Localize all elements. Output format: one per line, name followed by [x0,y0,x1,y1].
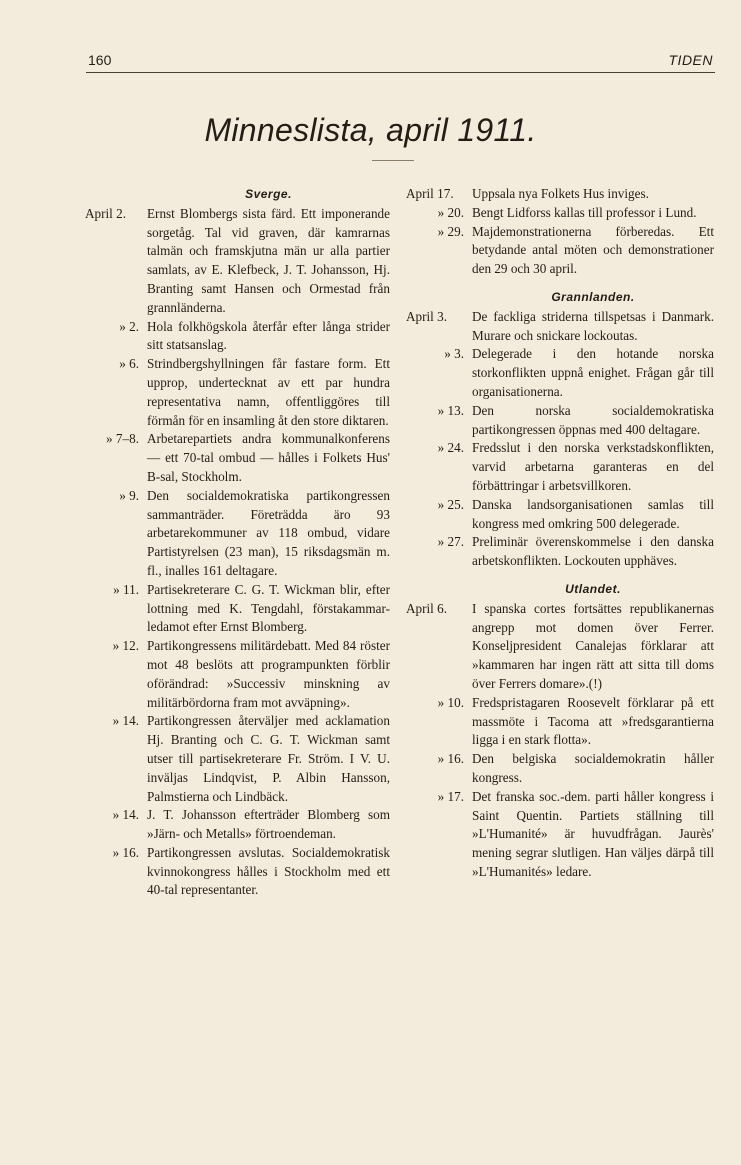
section-heading: Sverge. [245,187,292,201]
entry-date: » 25. [437,496,464,512]
entry-text: Partikongressen återväljer med acklamation Hj. Branting och C. G. T. Wickman samt utser till partisekreterare Fr. Ström. I V. U. inväljas Lindqvist, P. Albin Hansson, Palmstierna och Lindbäck. [147,713,390,804]
entry-text: Fredsslut i den norska verkstadskonflikten, varvid arbetarna garanteras en del förbättringar i arbetsvillkoren. [472,440,714,493]
entry-date: » 14. [112,807,139,823]
entry [406,402,714,440]
entry-date: » 12. [112,638,139,654]
entry [406,788,714,882]
entry [406,345,714,401]
entry-date: » 7–8. [106,431,139,447]
entry [406,223,714,279]
entry [85,637,390,712]
entry-text: Preliminär överenskommelse i den danska arbetskonflikten. Lockouten upphäves. [472,534,714,569]
entry-text: Den norska socialdemokratiska partikongressen öppnas med 400 deltagare. [472,402,714,437]
entry-date: » 3. [444,346,464,362]
entry [406,496,714,534]
entry-text: Arbetarepartiets andra kommunalkonferens — ett 70-tal ombud — hålles i Folkets Hus' B-sal, Stockholm. [147,431,390,484]
entry [85,487,390,581]
entry-date: » 9. [119,487,139,503]
entry-text: Hola folkhögskola återfår efter långa strider sitt statsanslag. [147,318,390,353]
page-title: Minneslista, april 1911. [204,112,537,148]
entry-date: » 6. [119,356,139,372]
entry-date: » 13. [437,402,464,418]
entry-date: April 2. [85,205,127,221]
entry-date: April 17. [406,186,454,201]
entry [406,439,714,495]
entry-date: » 27. [437,534,464,550]
entry [406,600,714,694]
entry-date: April 6. [406,600,448,616]
left-column [85,185,390,900]
entry [406,750,714,788]
entry [85,844,390,900]
entry [85,318,390,356]
section-heading: Grannlanden. [551,289,635,304]
entry [85,205,390,318]
entry [406,694,714,750]
entry [406,204,714,223]
entry-text: I spanska cortes fortsättes republikanernas angrepp mot domen över Ferrer. Konseljpresident Canalejas förklarar att »kammaren har ingen rätt att sitta till doms över Ferrers domare».(!) [472,600,714,691]
entry-date: » 10. [437,694,464,710]
entry-date: » 17. [437,788,464,804]
header-rule [86,72,715,73]
entry-date: » 20. [437,204,464,220]
entry-text: Den belgiska socialdemokratin håller kongress. [472,751,714,785]
entry-text: Delegerade i den hotande norska storkonflikten uppnå enighet. Frågan går till organisationerna. [472,346,714,399]
entry [406,533,714,571]
entry-text: Det franska soc.-dem. parti håller kongress i Saint Quentin. Partiets ställning till »L'Humanité» är huvudfrågan. Jaurès' mening segrar slutligen. Han väljes därpå till »L'Humanités» ledare. [472,788,714,879]
entry-date: » 11. [113,581,139,597]
entry-text: Uppsala nya Folkets Hus inviges. [472,186,649,201]
entry [406,185,714,204]
entry [85,806,390,844]
entry [85,355,390,430]
entry-date: » 24. [437,440,464,456]
entry [85,581,390,637]
entry-text: Danska landsorganisationen samlas till kongress med omkring 500 delegerade. [472,496,714,531]
entry-text: Ernst Blombergs sista färd. Ett imponerande sorgetåg. Tal vid graven, där kamrarnas talmän och framskjutna män ur alla partier samlats, av E. Klefbeck, J. T. Johansson, Hj. Branting samt Hansen och Ormestad från grannländerna. [147,205,390,315]
entry-text: Partikongressen avslutas. Socialdemokratisk kvinnokongress hålles i Stockholm med ett 40-tal representanter. [147,844,390,898]
entry [406,308,714,346]
entry-text: Partisekreterare C. G. T. Wickman blir, efter lottning med K. Tengdahl, förstakammar-ledamot efter Ernst Blomberg. [147,581,390,635]
title-rule [372,160,414,161]
entry-text: Fredspristagaren Roosevelt förklarar på ett massmöte i Tacoma att »fredsgarantierna ligga i en stark flotta». [472,694,714,748]
entry-text: J. T. Johansson efterträder Blomberg som »Järn- och Metalls» förtroendeman. [147,807,390,842]
entry-date: » 29. [437,223,464,239]
entry-text: Partikongressens militärdebatt. Med 84 röster mot 48 beslöts att programpunkten förblir oförändrad: »Successiv minskning av militärbördorna fram mot avväpning». [147,638,390,710]
entry [85,430,390,486]
running-head: TIDEN [668,52,713,68]
entry-text: Bengt Lidforss kallas till professor i Lund. [472,204,697,220]
entry-date: » 16. [437,751,464,767]
entry [85,712,390,806]
entry-date: » 2. [119,318,139,334]
entry-text: De fackliga striderna tillspetsas i Danmark. Murare och snickare lockoutas. [472,308,714,343]
right-column [406,185,714,882]
entry-text: Den socialdemokratiska partikongressen sammanträder. Företrädda äro 93 arbetarekommuner av 118 ombud, vidare Partistyrelsen (23 man), 15 riksdagsmän m. fl., inalles 161 deltagare. [147,487,390,578]
page-number: 160 [88,52,112,68]
entry-date: » 16. [112,844,139,860]
entry-date: April 3. [406,308,448,324]
entry-date: » 14. [112,713,139,729]
section-heading: Utlandet. [565,581,621,596]
entry-text: Strindbergshyllningen får fastare form. Ett upprop, undertecknat av ett par hundra representativa namn, offentliggöres till förmån för en insamling åt den store diktaren. [147,356,390,428]
entry-text: Majdemonstrationerna förberedas. Ett betydande antal möten och demonstrationer den 29 och 30 april. [472,223,714,277]
